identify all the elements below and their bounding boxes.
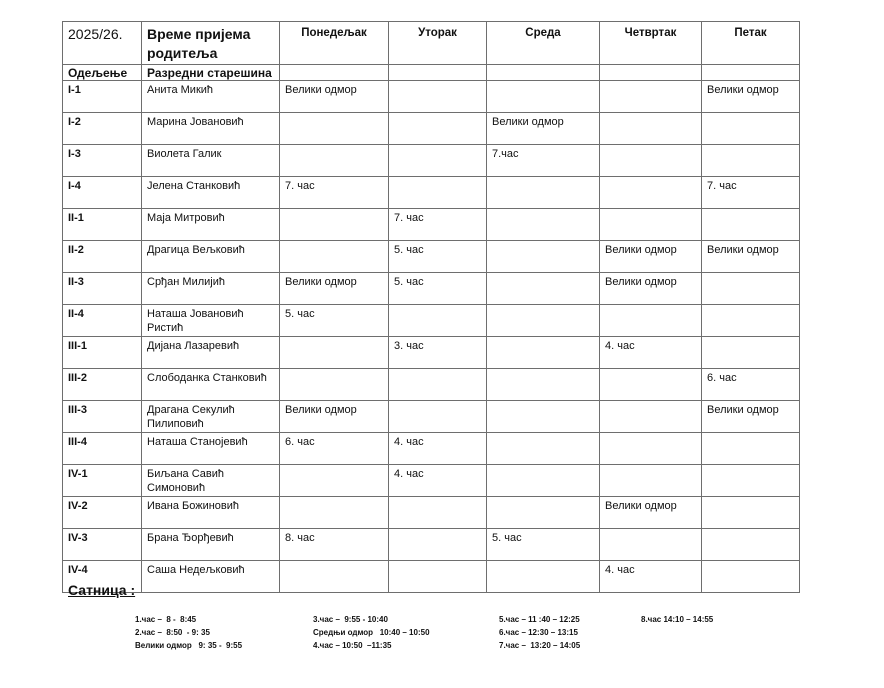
- slot-cell-friday: [702, 273, 800, 305]
- slot-cell-wednesday: [487, 305, 600, 337]
- header-row: [63, 22, 800, 65]
- teacher-cell: Драгана Секулић Пилиповић: [142, 401, 280, 433]
- slot-cell-thursday: [600, 145, 702, 177]
- slot-cell-wednesday: [487, 241, 600, 273]
- empty-cell: [600, 65, 702, 81]
- slot-cell-tuesday: 4. час: [389, 465, 487, 497]
- slot-cell-monday: [280, 561, 389, 593]
- slot-cell-thursday: [600, 529, 702, 561]
- class-cell: IV-3: [63, 529, 142, 561]
- slot-cell-monday: [280, 497, 389, 529]
- table-row: [63, 497, 800, 529]
- slot-cell-tuesday: 7. час: [389, 209, 487, 241]
- day-header-thursday: Четвртак: [600, 22, 702, 65]
- slot-cell-monday: [280, 113, 389, 145]
- class-cell: II-4: [63, 305, 142, 337]
- teacher-cell: Виолета Галик: [142, 145, 280, 177]
- table-row: [63, 113, 800, 145]
- class-cell: II-3: [63, 273, 142, 305]
- slot-cell-tuesday: [389, 369, 487, 401]
- slot-cell-wednesday: [487, 177, 600, 209]
- class-cell: II-2: [63, 241, 142, 273]
- table-row: [63, 145, 800, 177]
- timetable-entry: 7.час – 13:20 – 14:05: [499, 641, 581, 650]
- class-cell: I-2: [63, 113, 142, 145]
- teacher-cell: Анита Микић: [142, 81, 280, 113]
- slot-cell-monday: Велики одмор: [280, 81, 389, 113]
- slot-cell-wednesday: [487, 273, 600, 305]
- slot-cell-wednesday: [487, 81, 600, 113]
- table-title: Време пријема родитеља: [142, 22, 280, 65]
- table-row: [63, 561, 800, 593]
- slot-cell-friday: [702, 337, 800, 369]
- timetable-title: Сатница :: [68, 582, 136, 598]
- slot-cell-friday: [702, 561, 800, 593]
- slot-cell-monday: [280, 241, 389, 273]
- slot-cell-friday: [702, 145, 800, 177]
- slot-cell-thursday: [600, 81, 702, 113]
- slot-cell-thursday: Велики одмор: [600, 241, 702, 273]
- slot-cell-thursday: [600, 433, 702, 465]
- class-cell: III-1: [63, 337, 142, 369]
- slot-cell-monday: Велики одмор: [280, 273, 389, 305]
- slot-cell-wednesday: Велики одмор: [487, 113, 600, 145]
- timetable-entry: Велики одмор 9: 35 - 9:55: [135, 641, 243, 650]
- slot-cell-tuesday: [389, 81, 487, 113]
- table-row: [63, 273, 800, 305]
- table-row: [63, 209, 800, 241]
- slot-cell-tuesday: [389, 497, 487, 529]
- slot-cell-thursday: Велики одмор: [600, 497, 702, 529]
- slot-cell-thursday: [600, 465, 702, 497]
- slot-cell-wednesday: [487, 561, 600, 593]
- slot-cell-friday: [702, 465, 800, 497]
- slot-cell-monday: 8. час: [280, 529, 389, 561]
- table-row: [63, 465, 800, 497]
- reception-schedule-table: [62, 21, 800, 593]
- slot-cell-thursday: 4. час: [600, 561, 702, 593]
- slot-cell-friday: [702, 113, 800, 145]
- slot-cell-friday: 6. час: [702, 369, 800, 401]
- slot-cell-thursday: [600, 177, 702, 209]
- slot-cell-tuesday: [389, 401, 487, 433]
- slot-cell-thursday: [600, 369, 702, 401]
- slot-cell-thursday: [600, 401, 702, 433]
- slot-cell-monday: [280, 465, 389, 497]
- slot-cell-wednesday: 7.час: [487, 145, 600, 177]
- class-cell: III-2: [63, 369, 142, 401]
- timetable-entry: 4.час – 10:50 –11:35: [313, 641, 392, 650]
- slot-cell-monday: [280, 145, 389, 177]
- slot-cell-friday: [702, 433, 800, 465]
- class-cell: II-1: [63, 209, 142, 241]
- slot-cell-wednesday: [487, 433, 600, 465]
- slot-cell-friday: [702, 305, 800, 337]
- class-cell: I-4: [63, 177, 142, 209]
- slot-cell-tuesday: 4. час: [389, 433, 487, 465]
- slot-cell-tuesday: 5. час: [389, 273, 487, 305]
- slot-cell-friday: Велики одмор: [702, 241, 800, 273]
- teacher-cell: Биљана Савић Симоновић: [142, 465, 280, 497]
- slot-cell-thursday: Велики одмор: [600, 273, 702, 305]
- timetable-entry: Средњи одмор 10:40 – 10:50: [313, 628, 430, 637]
- slot-cell-wednesday: [487, 369, 600, 401]
- day-header-wednesday: Среда: [487, 22, 600, 65]
- teacher-cell: Маја Митровић: [142, 209, 280, 241]
- empty-cell: [702, 65, 800, 81]
- table-row: [63, 401, 800, 433]
- slot-cell-tuesday: [389, 145, 487, 177]
- class-cell: IV-1: [63, 465, 142, 497]
- empty-cell: [389, 65, 487, 81]
- teacher-cell: Наташа Јовановић Ристић: [142, 305, 280, 337]
- empty-cell: [280, 65, 389, 81]
- teacher-cell: Слободанка Станковић: [142, 369, 280, 401]
- day-header-friday: Петак: [702, 22, 800, 65]
- slot-cell-wednesday: [487, 337, 600, 369]
- slot-cell-thursday: [600, 305, 702, 337]
- timetable-entry: 5.час – 11 :40 – 12:25: [499, 615, 580, 624]
- slot-cell-wednesday: [487, 401, 600, 433]
- slot-cell-tuesday: [389, 305, 487, 337]
- teacher-cell: Брана Ђорђевић: [142, 529, 280, 561]
- teacher-cell: Јелена Станковић: [142, 177, 280, 209]
- slot-cell-monday: [280, 337, 389, 369]
- teacher-cell: Наташа Станојевић: [142, 433, 280, 465]
- slot-cell-monday: 6. час: [280, 433, 389, 465]
- slot-cell-monday: [280, 369, 389, 401]
- school-year: 2025/26.: [63, 22, 142, 65]
- timetable-entry: 3.час – 9:55 - 10:40: [313, 615, 388, 624]
- empty-cell: [487, 65, 600, 81]
- slot-cell-friday: Велики одмор: [702, 401, 800, 433]
- slot-cell-friday: Велики одмор: [702, 81, 800, 113]
- slot-cell-friday: [702, 529, 800, 561]
- slot-cell-friday: 7. час: [702, 177, 800, 209]
- slot-cell-tuesday: [389, 529, 487, 561]
- class-cell: III-3: [63, 401, 142, 433]
- slot-cell-thursday: 4. час: [600, 337, 702, 369]
- table-row: [63, 433, 800, 465]
- class-cell: III-4: [63, 433, 142, 465]
- subheader-row: [63, 65, 800, 81]
- table-row: [63, 305, 800, 337]
- table-row: [63, 369, 800, 401]
- class-cell: I-1: [63, 81, 142, 113]
- slot-cell-friday: [702, 209, 800, 241]
- teacher-cell: Драгица Вељковић: [142, 241, 280, 273]
- day-header-monday: Понедељак: [280, 22, 389, 65]
- table-row: [63, 529, 800, 561]
- slot-cell-monday: 7. час: [280, 177, 389, 209]
- slot-cell-tuesday: [389, 561, 487, 593]
- slot-cell-thursday: [600, 113, 702, 145]
- class-cell: IV-4: [63, 561, 142, 593]
- slot-cell-tuesday: 3. час: [389, 337, 487, 369]
- class-cell: IV-2: [63, 497, 142, 529]
- teacher-column-header: Разредни старешина: [142, 65, 280, 81]
- timetable-entry: 8.час 14:10 – 14:55: [641, 615, 714, 624]
- slot-cell-tuesday: [389, 177, 487, 209]
- slot-cell-tuesday: 5. час: [389, 241, 487, 273]
- teacher-cell: Срђан Милијић: [142, 273, 280, 305]
- slot-cell-wednesday: [487, 465, 600, 497]
- table-row: [63, 177, 800, 209]
- slot-cell-monday: [280, 209, 389, 241]
- timetable-entry: 6.час – 12:30 – 13:15: [499, 628, 578, 637]
- slot-cell-wednesday: [487, 209, 600, 241]
- day-header-tuesday: Уторак: [389, 22, 487, 65]
- slot-cell-friday: [702, 497, 800, 529]
- class-column-header: Одељење: [63, 65, 142, 81]
- timetable-entry: 1.час – 8 - 8:45: [135, 615, 197, 624]
- slot-cell-monday: 5. час: [280, 305, 389, 337]
- timetable-entry: 2.час – 8:50 - 9: 35: [135, 628, 210, 637]
- slot-cell-tuesday: [389, 113, 487, 145]
- table-row: [63, 81, 800, 113]
- teacher-cell: Марина Јовановић: [142, 113, 280, 145]
- table-row: [63, 337, 800, 369]
- slot-cell-thursday: [600, 209, 702, 241]
- slot-cell-wednesday: 5. час: [487, 529, 600, 561]
- teacher-cell: Дијана Лазаревић: [142, 337, 280, 369]
- class-cell: I-3: [63, 145, 142, 177]
- table-row: [63, 241, 800, 273]
- slot-cell-wednesday: [487, 497, 600, 529]
- teacher-cell: Ивана Божиновић: [142, 497, 280, 529]
- teacher-cell: Саша Недељковић: [142, 561, 280, 593]
- slot-cell-monday: Велики одмор: [280, 401, 389, 433]
